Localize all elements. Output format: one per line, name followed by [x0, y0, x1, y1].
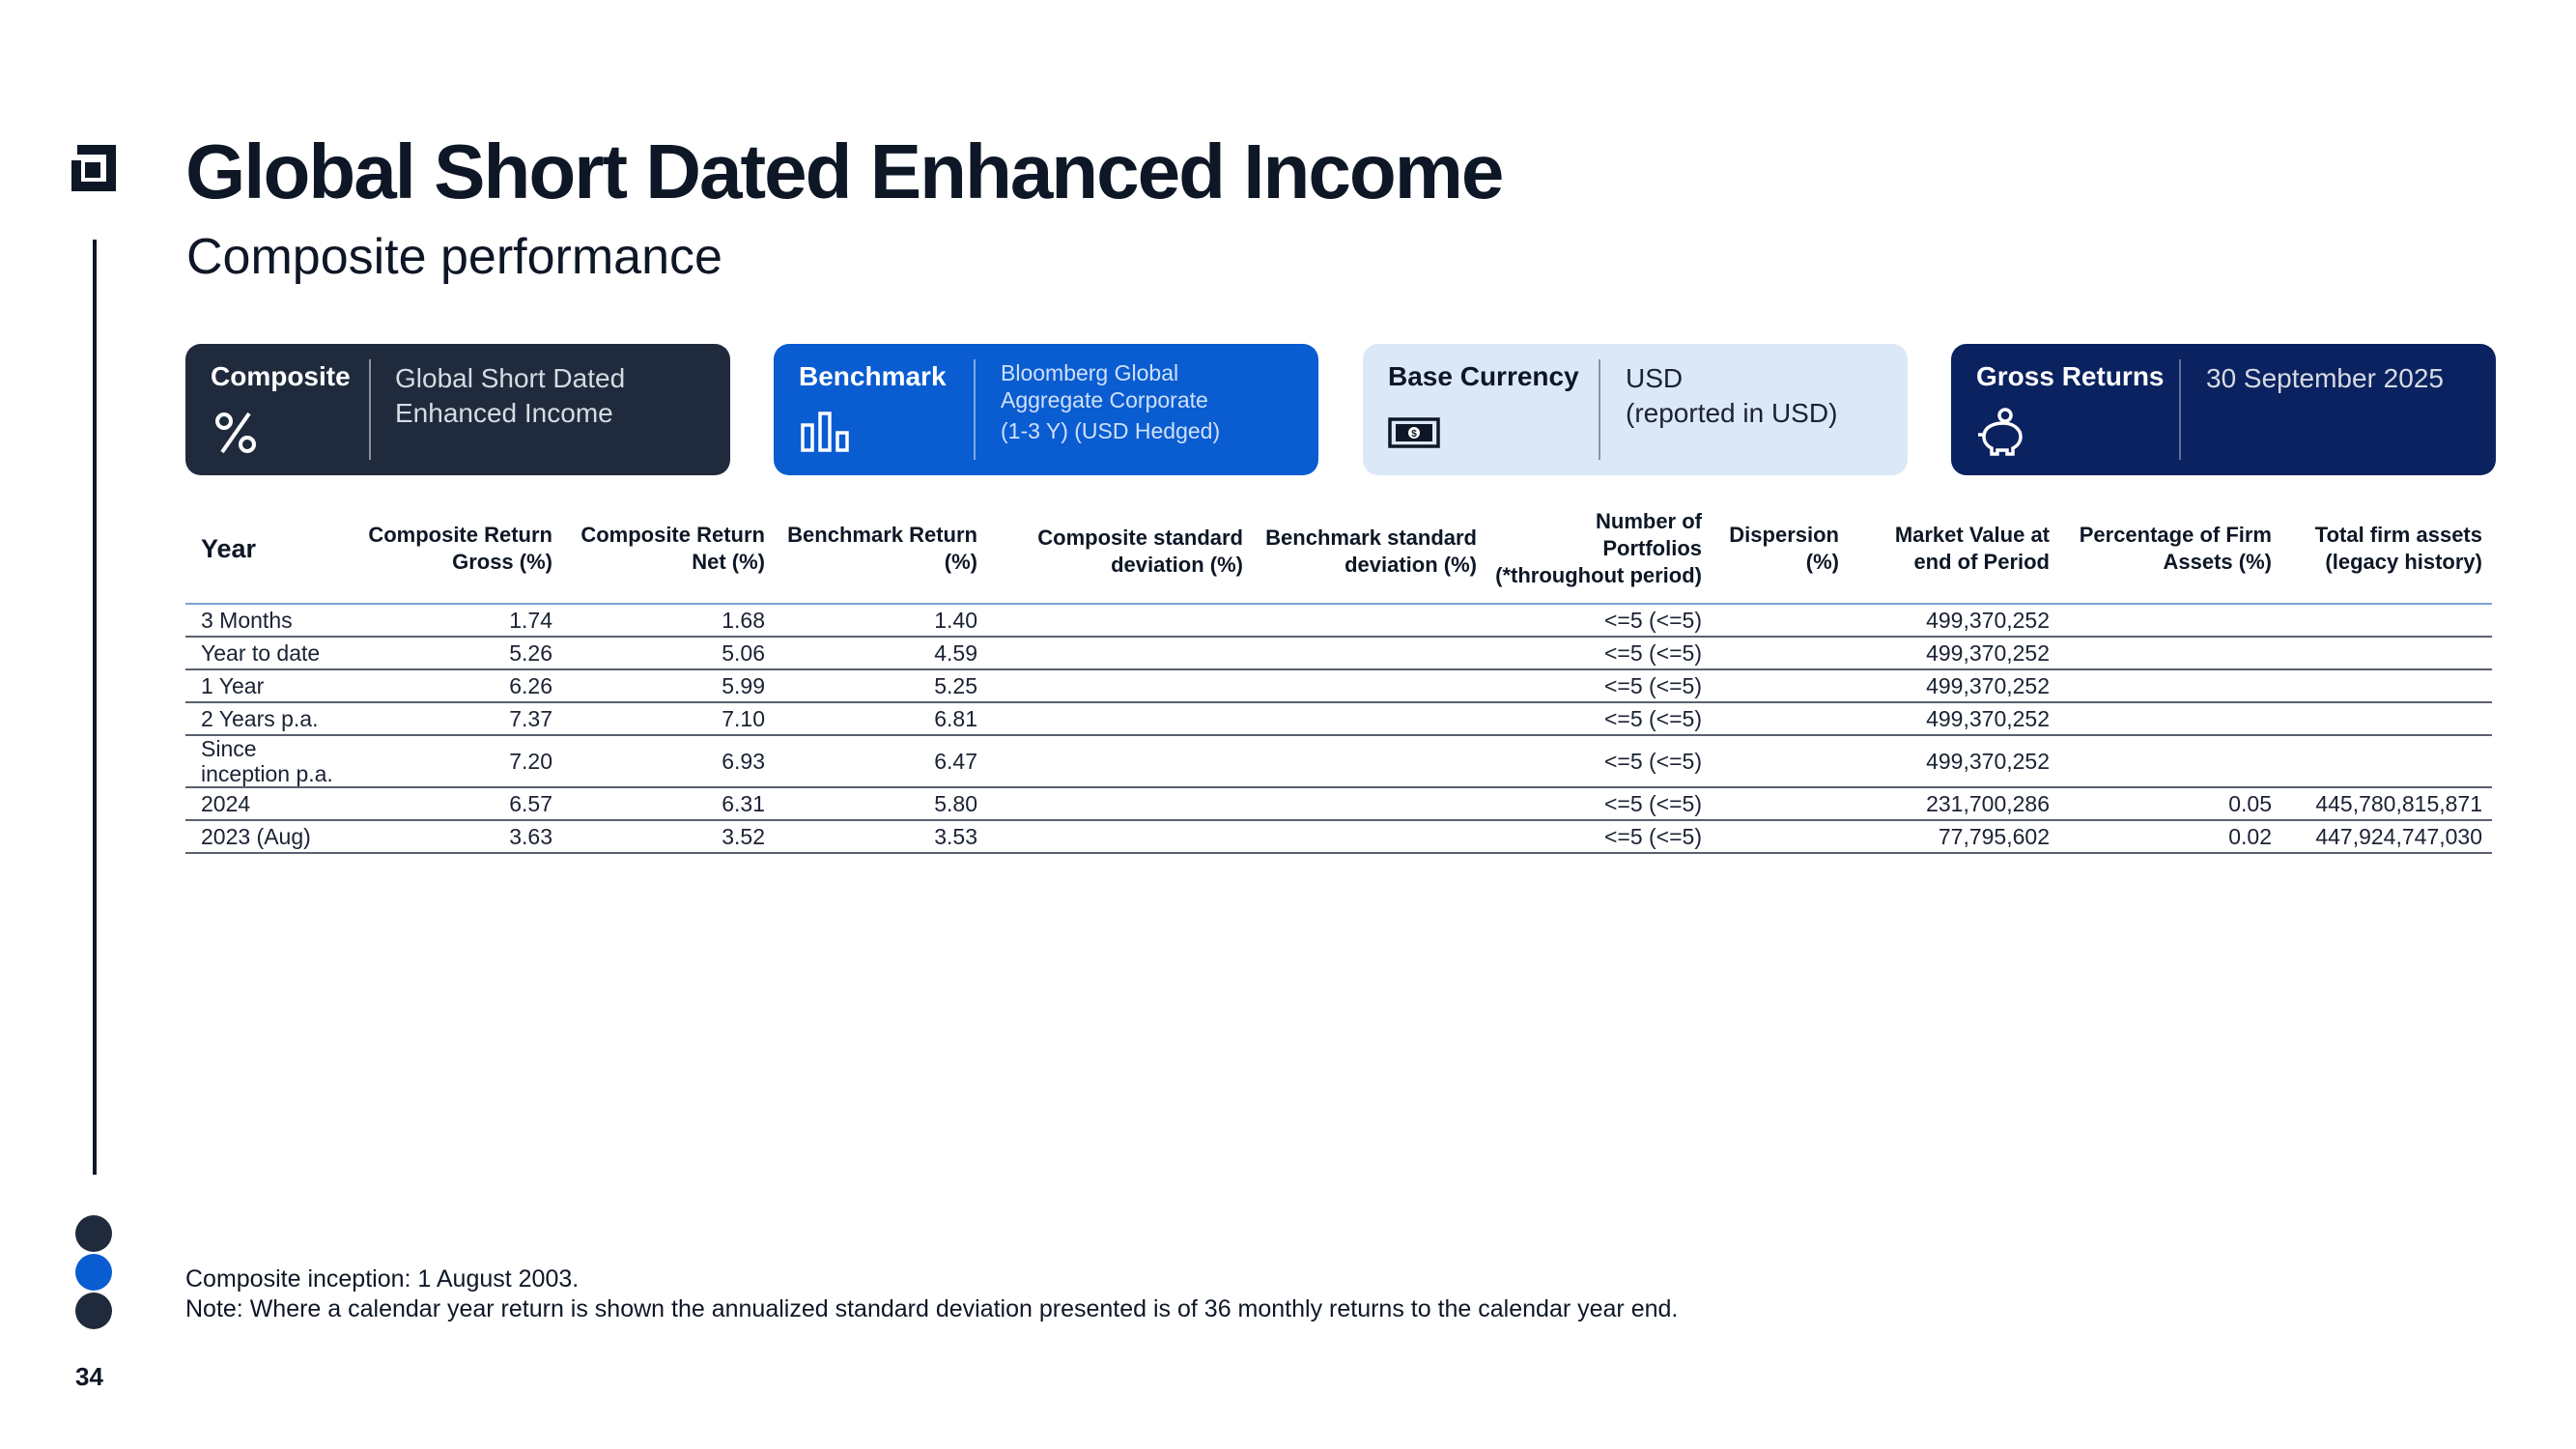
cell-pfa: 0.02: [2059, 820, 2281, 853]
returns-value-line1: 30 September 2025: [2206, 363, 2444, 393]
col-header-pct-firm-assets: Percentage of Firm Assets (%): [2079, 523, 2272, 574]
cell-gross: 1.74: [359, 604, 562, 637]
cell-bench: 1.40: [775, 604, 987, 637]
cell-nport: <=5 (<=5): [1486, 637, 1712, 669]
cell-net: 6.93: [562, 735, 775, 787]
dot-blue: [75, 1254, 112, 1291]
cell-csd: [987, 735, 1253, 787]
cell-tfa: [2281, 669, 2492, 702]
cell-disp: [1712, 669, 1849, 702]
cell-gross: 5.26: [359, 637, 562, 669]
cell-csd: [987, 787, 1253, 820]
benchmark-value-line2: Aggregate Corporate: [1001, 387, 1208, 412]
cell-year: 3 Months: [185, 604, 359, 637]
currency-value: [1626, 361, 1837, 431]
cell-pfa: 0.05: [2059, 787, 2281, 820]
cell-pfa: [2059, 669, 2281, 702]
cell-tfa: [2281, 735, 2492, 787]
cell-disp: [1712, 637, 1849, 669]
col-header-portfolios: Number of Portfolios (*throughout period): [1495, 509, 1702, 587]
col-header-composite-sd: Composite standard deviation (%): [1037, 526, 1243, 577]
currency-value-line2: (reported in USD): [1626, 398, 1838, 428]
returns-label: Gross Returns: [1976, 361, 2165, 391]
table-row: [185, 604, 2492, 637]
benchmark-value-line1: Bloomberg Global: [1001, 360, 1179, 385]
cell-bsd: [1253, 735, 1486, 787]
cell-year: 2023 (Aug): [185, 820, 359, 853]
composite-value-line2: Enhanced Income: [395, 398, 613, 428]
cell-tfa: 447,924,747,030: [2281, 820, 2492, 853]
currency-label: Base Currency: [1388, 361, 1579, 391]
composite-value: [395, 361, 625, 431]
cell-pfa: [2059, 637, 2281, 669]
cell-disp: [1712, 735, 1849, 787]
cell-bsd: [1253, 820, 1486, 853]
table-row: [185, 637, 2492, 669]
cell-pfa: [2059, 735, 2281, 787]
benchmark-label: Benchmark: [799, 361, 947, 391]
cell-tfa: 445,780,815,871: [2281, 787, 2492, 820]
progress-dots: [75, 1215, 114, 1331]
benchmark-value: [1001, 359, 1220, 444]
cell-csd: [987, 637, 1253, 669]
cell-mv: 499,370,252: [1849, 735, 2059, 787]
cell-disp: [1712, 702, 1849, 735]
vertical-rule: [93, 240, 97, 1175]
piggy-bank-icon: [1976, 406, 2028, 458]
cell-nport: <=5 (<=5): [1486, 604, 1712, 637]
benchmark-value-line3: (1-3 Y) (USD Hedged): [1001, 418, 1221, 443]
cell-nport: <=5 (<=5): [1486, 787, 1712, 820]
page-title: Global Short Dated Enhanced Income: [185, 128, 1503, 214]
cell-gross: 6.57: [359, 787, 562, 820]
card-divider: [2179, 359, 2181, 460]
cell-bsd: [1253, 637, 1486, 669]
cell-nport: <=5 (<=5): [1486, 702, 1712, 735]
cell-tfa: [2281, 702, 2492, 735]
card-divider: [369, 359, 371, 460]
cell-bench: 6.47: [775, 735, 987, 787]
cell-nport: <=5 (<=5): [1486, 735, 1712, 787]
cell-csd: [987, 820, 1253, 853]
benchmark-card: [774, 344, 1318, 475]
cell-pfa: [2059, 604, 2281, 637]
performance-table: [185, 508, 2492, 854]
cell-mv: 499,370,252: [1849, 702, 2059, 735]
cell-bsd: [1253, 787, 1486, 820]
returns-card: [1951, 344, 2496, 475]
col-header-year: Year: [201, 534, 257, 563]
col-header-dispersion: Dispersion (%): [1729, 523, 1839, 574]
cell-disp: [1712, 787, 1849, 820]
cell-csd: [987, 604, 1253, 637]
cell-year: Year to date: [185, 637, 359, 669]
col-header-total-firm-assets: Total firm assets (legacy history): [2314, 523, 2482, 574]
cell-disp: [1712, 820, 1849, 853]
composite-value-line1: Global Short Dated: [395, 363, 626, 393]
dot-dark: [75, 1215, 112, 1252]
cell-gross: 7.37: [359, 702, 562, 735]
cell-gross: 3.63: [359, 820, 562, 853]
cell-pfa: [2059, 702, 2281, 735]
cell-bench: 5.25: [775, 669, 987, 702]
cell-net: 3.52: [562, 820, 775, 853]
table-row: [185, 787, 2492, 820]
cell-bsd: [1253, 669, 1486, 702]
cell-bench: 3.53: [775, 820, 987, 853]
cell-gross: 6.26: [359, 669, 562, 702]
cell-year: Since inception p.a.: [185, 735, 359, 787]
percent-icon: [211, 406, 263, 458]
composite-label: Composite: [211, 361, 351, 391]
cell-tfa: [2281, 637, 2492, 669]
cell-net: 6.31: [562, 787, 775, 820]
cell-disp: [1712, 604, 1849, 637]
col-header-gross: Composite Return Gross (%): [368, 523, 552, 574]
cell-net: 5.06: [562, 637, 775, 669]
banknote-icon: [1388, 406, 1440, 458]
cell-net: 5.99: [562, 669, 775, 702]
cell-bsd: [1253, 604, 1486, 637]
cell-tfa: [2281, 604, 2492, 637]
cell-year: 2 Years p.a.: [185, 702, 359, 735]
table-row: [185, 820, 2492, 853]
cell-nport: <=5 (<=5): [1486, 820, 1712, 853]
cell-mv: 499,370,252: [1849, 637, 2059, 669]
cell-csd: [987, 702, 1253, 735]
table-row: [185, 702, 2492, 735]
col-header-market-value: Market Value at end of Period: [1894, 523, 2050, 574]
cell-bench: 5.80: [775, 787, 987, 820]
currency-value-line1: USD: [1626, 363, 1684, 393]
col-header-net: Composite Return Net (%): [580, 523, 765, 574]
cell-mv: 499,370,252: [1849, 604, 2059, 637]
cell-nport: <=5 (<=5): [1486, 669, 1712, 702]
cell-bench: 4.59: [775, 637, 987, 669]
cell-csd: [987, 669, 1253, 702]
page-subtitle: Composite performance: [186, 229, 722, 285]
footnote-inception: Composite inception: 1 August 2003.: [185, 1265, 580, 1293]
bar-chart-icon: [799, 406, 851, 458]
table-row: [185, 669, 2492, 702]
card-divider: [974, 359, 976, 460]
table-header-row: [185, 508, 2492, 604]
cell-mv: 77,795,602: [1849, 820, 2059, 853]
brand-logo: [68, 143, 120, 193]
col-header-benchmark-sd: Benchmark standard deviation (%): [1265, 526, 1477, 577]
page-number: 34: [75, 1362, 103, 1391]
footnote-note: Note: Where a calendar year return is shown the annualized standard deviation presented is of 36 monthly returns to the calendar year end.: [185, 1295, 1679, 1322]
dot-dark: [75, 1293, 112, 1329]
cell-mv: 231,700,286: [1849, 787, 2059, 820]
table-row: [185, 735, 2492, 787]
cell-year: 2024: [185, 787, 359, 820]
cell-gross: 7.20: [359, 735, 562, 787]
svg-text:$: $: [1411, 429, 1417, 440]
card-divider: [1599, 359, 1600, 460]
cell-mv: 499,370,252: [1849, 669, 2059, 702]
returns-value: [2206, 361, 2444, 396]
cell-year: 1 Year: [185, 669, 359, 702]
footnotes: [185, 1264, 1678, 1324]
cell-net: 7.10: [562, 702, 775, 735]
cell-bsd: [1253, 702, 1486, 735]
cell-bench: 6.81: [775, 702, 987, 735]
col-header-benchmark: Benchmark Return (%): [787, 523, 977, 574]
composite-card: [185, 344, 730, 475]
currency-card: [1363, 344, 1908, 475]
cell-net: 1.68: [562, 604, 775, 637]
